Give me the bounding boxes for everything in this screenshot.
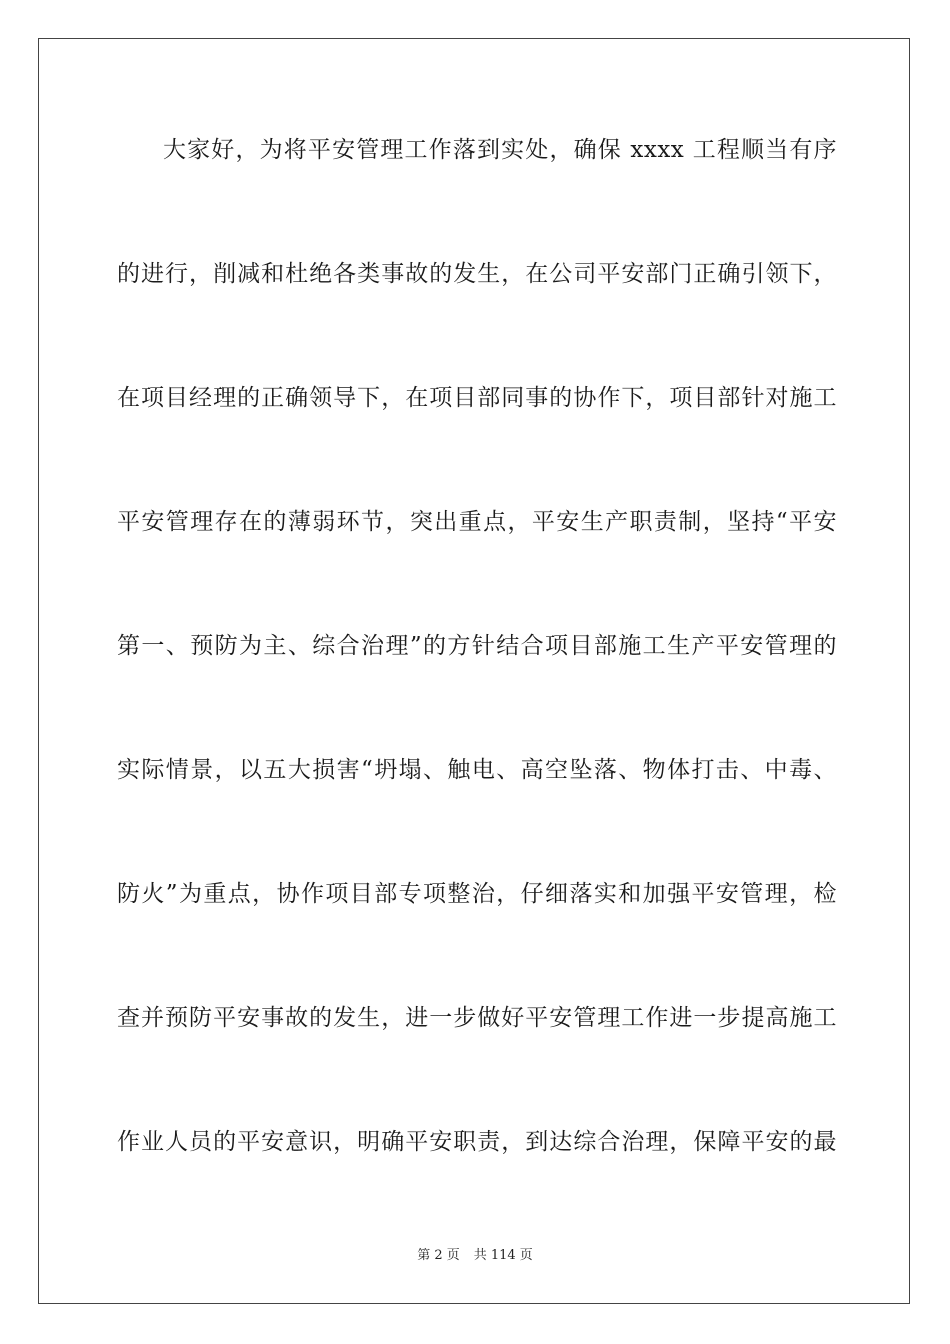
text-line-3: 在项目经理的正确领导下，在项目部同事的协作下，项目部针对施工 (117, 385, 837, 411)
text-line-9: 作业人员的平安意识，明确平安职责，到达综合治理，保障平安的最 (117, 1129, 837, 1155)
page-total: 共 114 页 (473, 1248, 533, 1263)
text-line-5: 第一、预防为主、综合治理”的方针结合项目部施工生产平安管理的 (117, 633, 837, 659)
text-line-6: 实际情景，以五大损害“坍塌、触电、高空坠落、物体打击、中毒、 (117, 757, 837, 783)
text-line-1: 大家好，为将平安管理工作落到实处，确保 xxxx 工程顺当有序 (163, 137, 837, 163)
page-number: 第 2 页 (417, 1248, 460, 1263)
document-body (117, 122, 837, 1238)
page-footer (0, 1246, 950, 1266)
text-line-4: 平安管理存在的薄弱环节，突出重点，平安生产职责制，坚持“平安 (117, 509, 837, 535)
text-line-2: 的进行，削减和杜绝各类事故的发生，在公司平安部门正确引领下， (117, 261, 837, 287)
text-line-8: 查并预防平安事故的发生，进一步做好平安管理工作进一步提高施工 (117, 1005, 837, 1031)
text-line-7: 防火”为重点，协作项目部专项整治，仔细落实和加强平安管理，检 (117, 881, 837, 907)
